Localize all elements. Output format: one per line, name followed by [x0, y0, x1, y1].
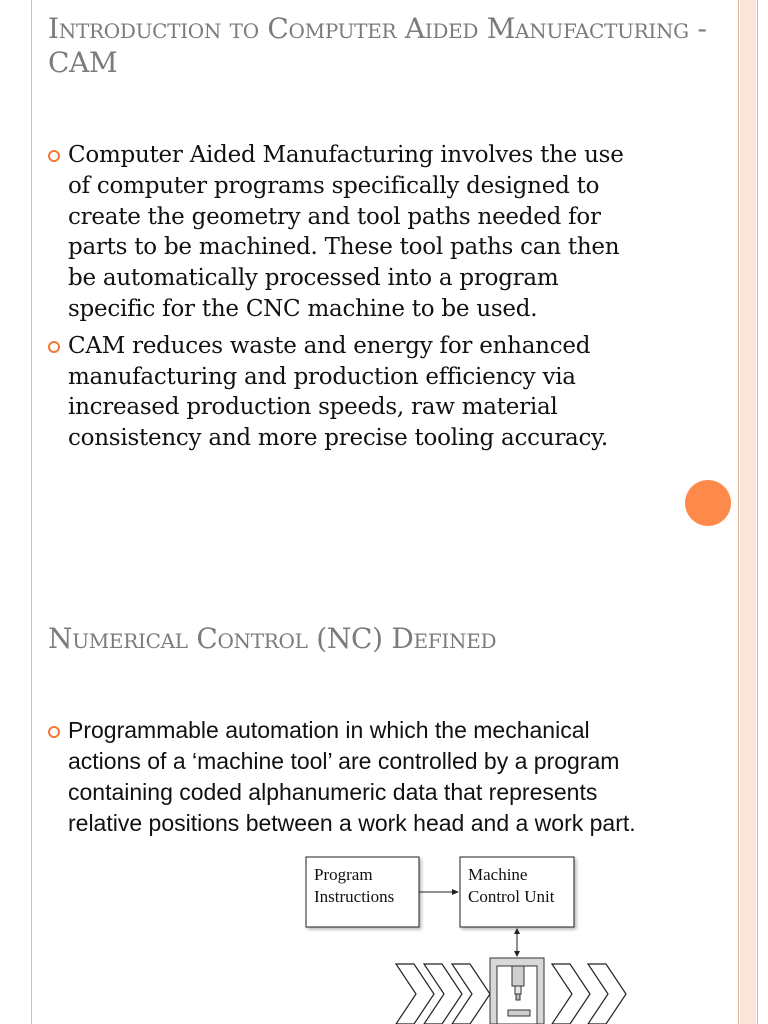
right-border-line	[738, 0, 739, 1024]
program-box-line1: Program	[314, 865, 373, 884]
slide1-title: Introduction to Computer Aided Manufacturing - CAM	[48, 12, 707, 79]
bullet-circle-icon	[48, 341, 60, 353]
bullet-text: Computer Aided Manufacturing involves the use of computer programs specifically designed to create the geometry and tool paths needed for parts to be machined. These tool paths can then be automatically processed into a program specific for the CNC machine to be used.	[68, 142, 624, 322]
list-item	[48, 331, 648, 454]
feed-chevrons-right-icon	[552, 964, 626, 1024]
feed-chevrons-left-icon	[396, 964, 490, 1024]
right-border-line-outer	[757, 0, 758, 1024]
bullet-circle-icon	[48, 150, 60, 162]
slide-divider-dot	[685, 480, 731, 526]
arrow-up-icon	[514, 928, 520, 934]
program-box-line2: Instructions	[314, 887, 395, 906]
flow-arrow-head-icon	[452, 889, 459, 895]
list-item	[48, 715, 663, 839]
slide2-bullet-list	[48, 715, 663, 839]
list-item	[48, 140, 648, 325]
arrow-down-icon	[514, 951, 520, 957]
right-border-band	[740, 0, 756, 1024]
slide2-title: Numerical Control (NC) Defined	[48, 622, 497, 655]
bullet-circle-icon	[48, 726, 60, 738]
mcu-box-line1: Machine	[468, 865, 528, 884]
bullet-text: CAM reduces waste and energy for enhanced manufacturing and production efficiency via increased production speeds, raw material consistency and more precise tooling accuracy.	[68, 332, 608, 452]
left-border-line	[31, 0, 32, 1024]
slide1-bullet-list	[48, 140, 648, 460]
mcu-box-line2: Control Unit	[468, 887, 555, 906]
bullet-text: Programmable automation in which the mechanical actions of a ‘machine tool’ are controlled by a program containing coded alphanumeric data that represents relative positions between a work head and a work part.	[68, 717, 636, 836]
nc-diagram	[300, 850, 660, 1024]
machine-tool-icon	[490, 958, 544, 1024]
